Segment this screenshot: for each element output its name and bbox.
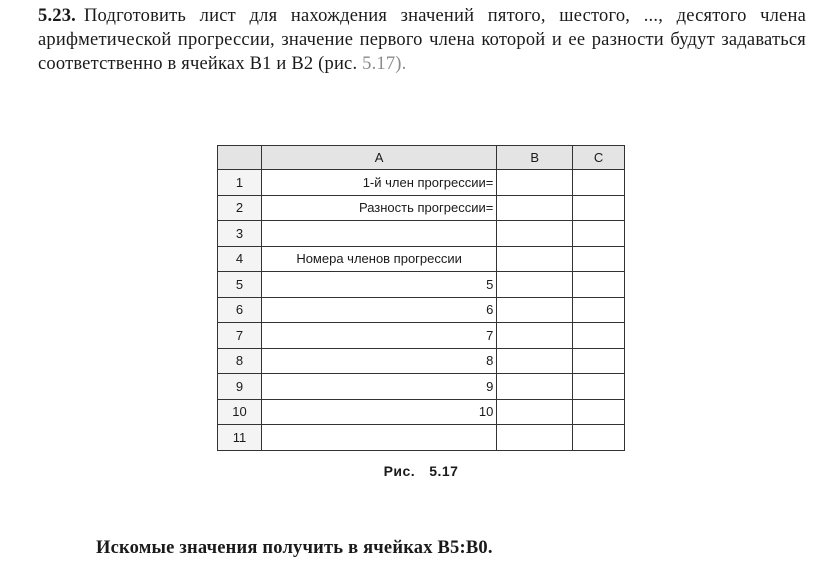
table-row: [218, 272, 625, 298]
cell-a2: Разность прогрессии=: [261, 195, 496, 221]
row-number: 2: [218, 195, 262, 221]
row-number: 7: [218, 323, 262, 349]
cell-a7: 7: [261, 323, 496, 349]
cell-c7: [573, 323, 625, 349]
cell-c3: [573, 221, 625, 247]
cell-c11: [573, 425, 625, 451]
row-number: 8: [218, 348, 262, 374]
problem-number: 5.23.: [38, 6, 76, 26]
corner-cell: [218, 146, 262, 170]
cell-c10: [573, 399, 625, 425]
cell-a1: 1-й член прогрессии=: [261, 170, 496, 196]
table-row: [218, 221, 625, 247]
cell-c2: [573, 195, 625, 221]
table-row: [218, 297, 625, 323]
cell-a3: [261, 221, 496, 247]
cell-a4: Номера членов прогрессии: [261, 246, 496, 272]
caption-label: Рис.: [383, 462, 416, 479]
row-number: 11: [218, 425, 262, 451]
column-header-c: C: [573, 146, 625, 170]
spreadsheet-table: [217, 145, 625, 451]
table-row: [218, 323, 625, 349]
table-row: [218, 399, 625, 425]
row-number: 10: [218, 399, 262, 425]
cell-b5: [497, 272, 573, 298]
cell-a6: 6: [261, 297, 496, 323]
column-header-row: [218, 146, 625, 170]
caption-number: 5.17: [429, 462, 459, 479]
figure-reference: 5.17).: [362, 54, 407, 74]
cell-c9: [573, 374, 625, 400]
cell-c1: [573, 170, 625, 196]
cell-b3: [497, 221, 573, 247]
row-number: 6: [218, 297, 262, 323]
table-row: [218, 170, 625, 196]
cell-a11: [261, 425, 496, 451]
column-header-a: A: [261, 146, 496, 170]
table-row: [218, 425, 625, 451]
row-number: 4: [218, 246, 262, 272]
table-row: [218, 348, 625, 374]
problem-text: Подготовить лист для нахождения значений пятого, шестого, ..., десятого члена арифметической прогрессии, значение первого члена которой и ее разности будут задаваться соответственно в ячейках B1 и B2 (рис.: [38, 6, 806, 74]
cell-b11: [497, 425, 573, 451]
cell-b1: [497, 170, 573, 196]
figure-5-17: [217, 145, 625, 479]
column-header-b: B: [497, 146, 573, 170]
cell-c4: [573, 246, 625, 272]
cell-c5: [573, 272, 625, 298]
cell-b4: [497, 246, 573, 272]
table-row: [218, 195, 625, 221]
table-row: [218, 374, 625, 400]
figure-caption: [217, 463, 625, 479]
row-number: 1: [218, 170, 262, 196]
table-row: [218, 246, 625, 272]
cell-b6: [497, 297, 573, 323]
cell-c6: [573, 297, 625, 323]
cell-b7: [497, 323, 573, 349]
row-number: 5: [218, 272, 262, 298]
cell-a8: 8: [261, 348, 496, 374]
problem-statement: [38, 4, 806, 76]
row-number: 3: [218, 221, 262, 247]
cell-c8: [573, 348, 625, 374]
cell-b9: [497, 374, 573, 400]
cell-b2: [497, 195, 573, 221]
footer-instruction: Искомые значения получить в ячейках B5:B0.: [96, 538, 493, 558]
row-number: 9: [218, 374, 262, 400]
cell-b10: [497, 399, 573, 425]
cell-b8: [497, 348, 573, 374]
cell-a9: 9: [261, 374, 496, 400]
cell-a10: 10: [261, 399, 496, 425]
cell-a5: 5: [261, 272, 496, 298]
